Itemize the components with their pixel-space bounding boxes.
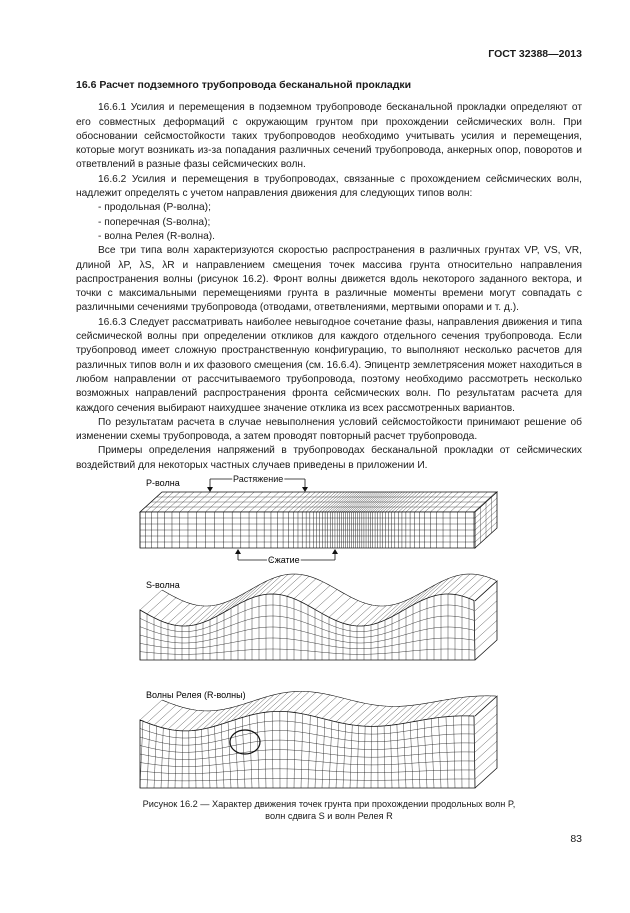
- caption-line-1: Рисунок 16.2 — Характер движения точек грунта при прохождении продольных волн P,: [142, 799, 516, 809]
- p-wave-grid: [140, 492, 497, 548]
- label-tension: Растяжение: [233, 474, 284, 484]
- paragraph-16-6-3: 16.6.3 Следует рассматривать наиболее невыгодное сочетание фазы, направления движения и типа сейсмической волны при определении откликов для каждого отдельного сечения трубопровода. Если трубопровод имеет сложную пространственную конфигурацию, то выполняют несколько расчетов для различных типов волн и их фазового смещения (см. 16.6.4). Эпицентр землетрясения может находиться в любом направлении от рассчитываемого трубопровода, поэтому необходимо рассмотреть несколько возможных направлений распространения фронта сейсмических волн. По результатам расчета для каждого сечения выбирают наихудшее значение отклика из всех рассмотренных вариантов.: [76, 316, 582, 414]
- paragraph-recalc: По результатам расчета в случае невыполнения условий сейсмостойкости принимают решение об изменении схемы трубопровода, а затем проводят повторный расчет трубопровода.: [76, 416, 582, 443]
- list-item-p-wave: - продольная (P-волна);: [98, 202, 211, 214]
- caption-line-2: волн сдвига S и волн Релея R: [265, 811, 393, 821]
- label-compression: Сжатие: [268, 555, 300, 565]
- section-title: 16.6 Расчет подземного трубопровода бесканальной прокладки: [76, 79, 412, 91]
- document-body: [76, 78, 582, 473]
- paragraph-16-6-1: 16.6.1 Усилия и перемещения в подземном трубопроводе бесканальной прокладки определяют от его совместных деформаций с окружающим грунтом при прохождении сейсмических волн. При обосновании сейсмостойкости таких трубопроводов необходимо учитывать усилия и перемещения, которые могут возникать из-за попадания различных сечений трубопровода, анкерных опор, поворотов и ответвлений в разные фазы сейсмических волн.: [76, 102, 582, 171]
- paragraph-wave-types: Все три типа волн характеризуются скоростью распространения в различных грунтах VP, VS, VR, длиной λP, λS, λR и направлением смещения точек массива грунта относительно направления распространения волны (рисунок 16.2). Фронт волны движется вдоль некоторого заданного вектора, и точки с максимальными перемещениями грунта в различные моменты времени могут совпадать с различными сечениями трубопровода (отводами, ответвлениями, мертвыми опорами и т. д.).: [76, 245, 582, 314]
- r-wave-grid: [140, 691, 497, 788]
- page-number: 83: [570, 833, 582, 845]
- list-item-s-wave: - поперечная (S-волна);: [98, 216, 211, 228]
- s-wave-grid: [140, 574, 497, 660]
- seismic-waves-illustration: [130, 470, 510, 795]
- standard-header: ГОСТ 32388—2013: [488, 48, 582, 60]
- paragraph-examples: Примеры определения напряжений в трубопроводах бесканальной прокладки от сейсмических воздействий для некоторых частных случаев приведены в приложении И.: [76, 445, 582, 471]
- label-r-wave: Волны Релея (R-волны): [146, 690, 246, 700]
- figure-seismic-waves: [130, 470, 510, 795]
- paragraph-16-6-2: 16.6.2 Усилия и перемещения в трубопроводах, связанные с прохождением сейсмических волн, надлежит определять с учетом направления движения для следующих типов волн:: [76, 173, 582, 200]
- label-p-wave: P-волна: [146, 478, 180, 488]
- list-item-r-wave: - волна Релея (R-волна).: [98, 230, 216, 242]
- label-s-wave: S-волна: [146, 580, 180, 590]
- figure-caption: [76, 798, 582, 822]
